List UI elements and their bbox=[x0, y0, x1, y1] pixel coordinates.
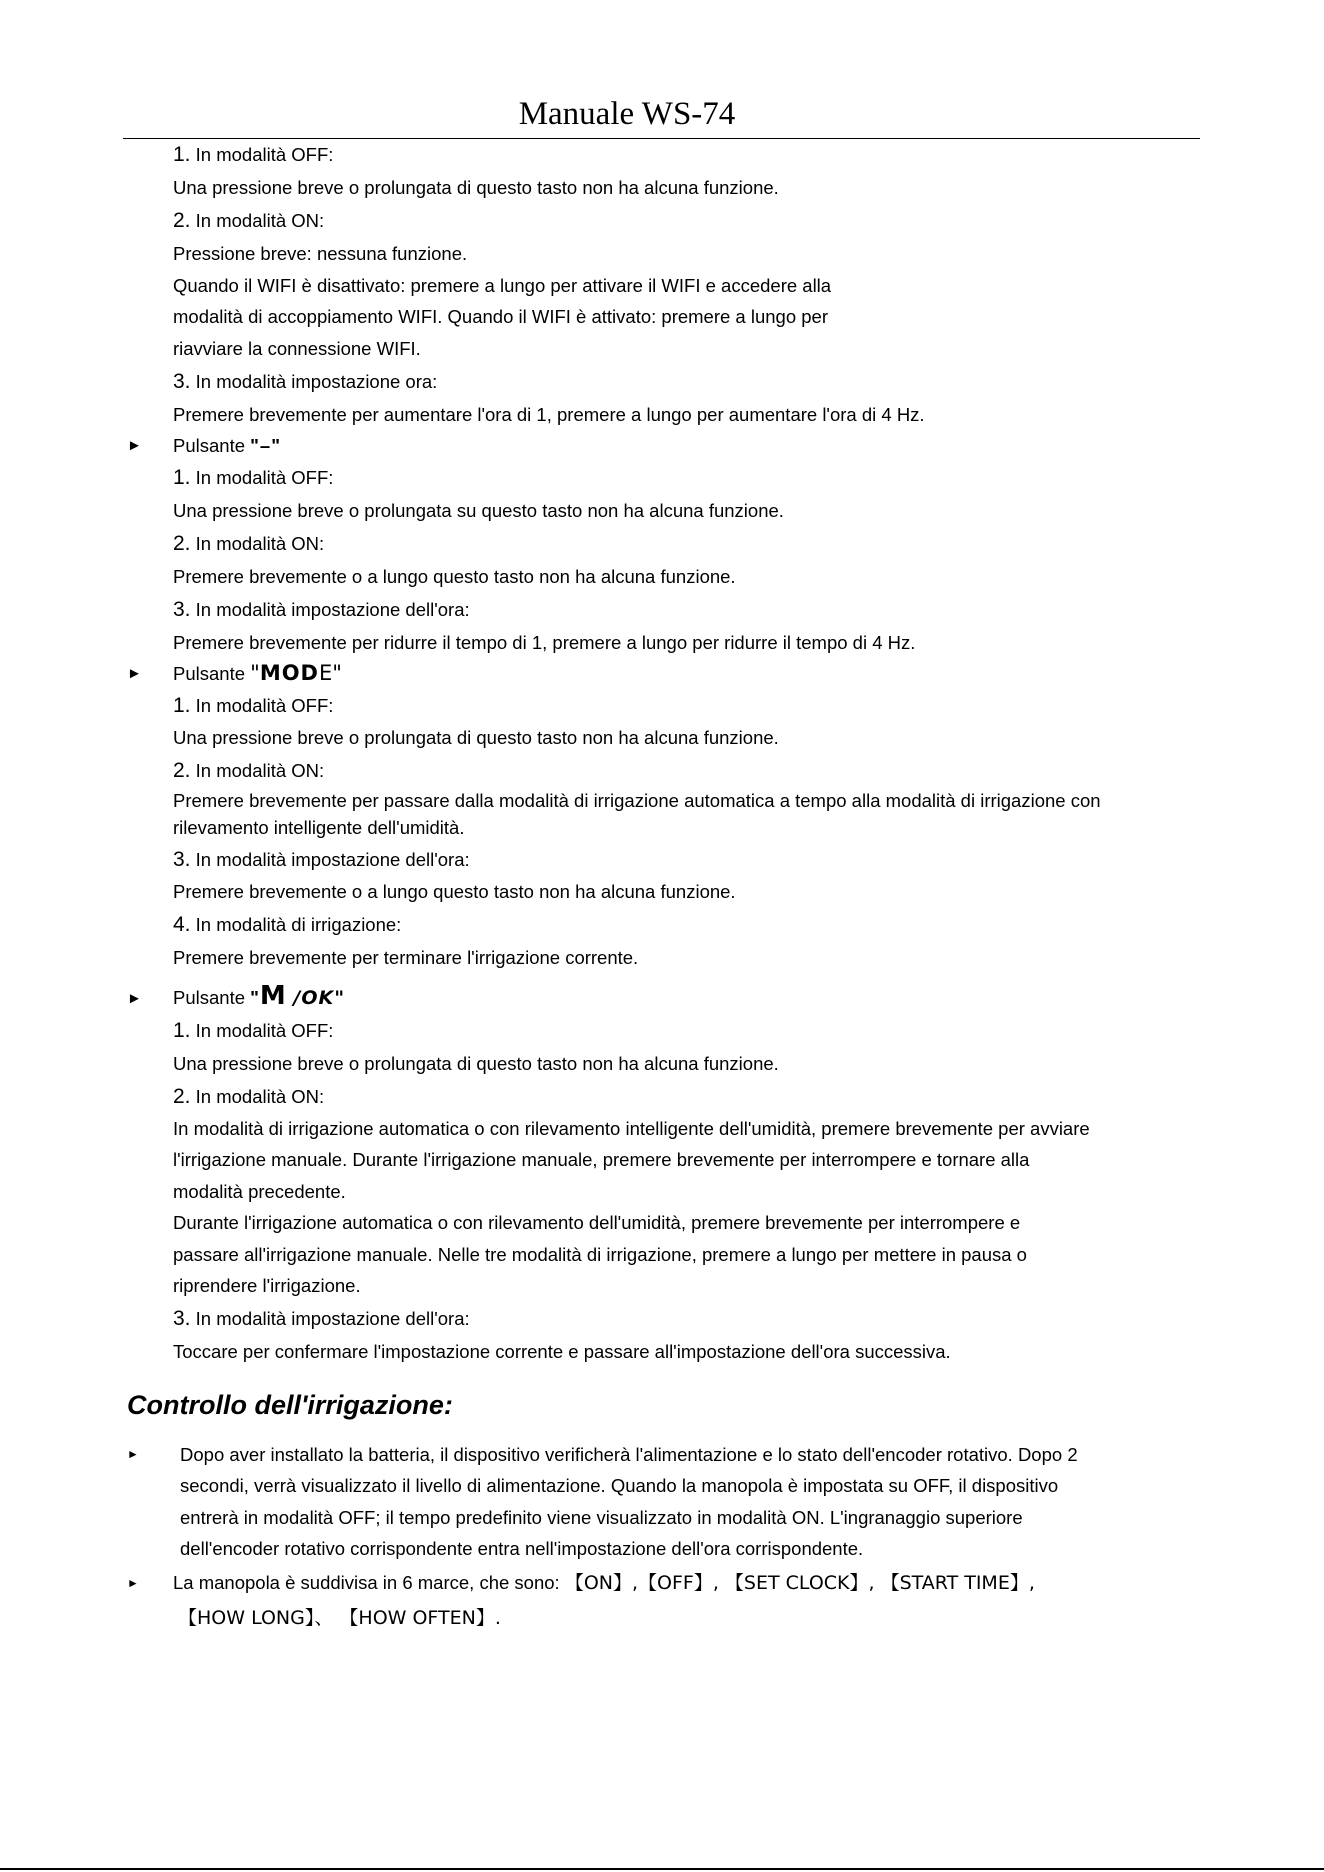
item-heading: 1. In modalità OFF: bbox=[173, 466, 334, 489]
paragraph-line: entrerà in modalità OFF; il tempo predefinito viene visualizzato in modalità ON. L'ingranaggio superiore bbox=[180, 1507, 1023, 1528]
item-text: Una pressione breve o prolungata di questo tasto non ha alcuna funzione. bbox=[173, 727, 779, 748]
paragraph-line: dell'encoder rotativo corrispondente entra nell'impostazione dell'ora corrispondente. bbox=[180, 1538, 864, 1559]
item-heading: 3. In modalità impostazione dell'ora: bbox=[173, 1307, 470, 1330]
item-heading: 3. In modalità impostazione dell'ora: bbox=[173, 848, 470, 871]
mok-button-heading: Pulsante "M /OK" bbox=[173, 981, 346, 1011]
knob-positions-line: La manopola è suddivisa in 6 marce, che sono: 【ON】,【OFF】, 【SET CLOCK】, 【START TIME】, bbox=[173, 1572, 1035, 1594]
bullet-arrow-icon: ► bbox=[127, 990, 142, 1007]
knob-positions: 【ON】,【OFF】, 【SET CLOCK】, 【START TIME】, bbox=[564, 1572, 1035, 1594]
item-text: In modalità di irrigazione automatica o con rilevamento intelligente dell'umidità, premere brevemente per avviare bbox=[173, 1118, 1090, 1139]
item-heading: 1. In modalità OFF: bbox=[173, 143, 334, 166]
item-text: Una pressione breve o prolungata di questo tasto non ha alcuna funzione. bbox=[173, 177, 779, 198]
mok-button-label: /OK" bbox=[285, 987, 346, 1009]
mode-button-heading: Pulsante "MODE" bbox=[173, 661, 342, 685]
item-text: Durante l'irrigazione automatica o con rilevamento dell'umidità, premere brevemente per interrompere e bbox=[173, 1212, 1021, 1233]
item-text: riavviare la connessione WIFI. bbox=[173, 338, 421, 359]
item-heading: 3. In modalità impostazione dell'ora: bbox=[173, 598, 470, 621]
mode-button-label: MOD bbox=[259, 661, 319, 685]
item-heading: 3. In modalità impostazione ora: bbox=[173, 370, 438, 393]
item-text: Quando il WIFI è disattivato: premere a lungo per attivare il WIFI e accedere alla bbox=[173, 275, 832, 296]
item-text: modalità di accoppiamento WIFI. Quando il WIFI è attivato: premere a lungo per bbox=[173, 306, 829, 327]
item-text: Premere brevemente per ridurre il tempo di 1, premere a lungo per ridurre il tempo di 4 Hz. bbox=[173, 632, 916, 653]
item-text: Toccare per confermare l'impostazione corrente e passare all'impostazione dell'ora successiva. bbox=[173, 1341, 951, 1362]
item-heading: 4. In modalità di irrigazione: bbox=[173, 913, 402, 936]
item-text: Premere brevemente per terminare l'irrigazione corrente. bbox=[173, 947, 639, 968]
item-text: riprendere l'irrigazione. bbox=[173, 1275, 361, 1296]
item-heading: 2. In modalità ON: bbox=[173, 759, 325, 782]
item-text: Premere brevemente per passare dalla modalità di irrigazione automatica a tempo alla modalità di irrigazione con bbox=[173, 790, 1101, 811]
item-heading: 2. In modalità ON: bbox=[173, 1085, 325, 1108]
item-text: l'irrigazione manuale. Durante l'irrigazione manuale, premere brevemente per interrompere e tornare alla bbox=[173, 1149, 1030, 1170]
item-text: passare all'irrigazione manuale. Nelle tre modalità di irrigazione, premere a lungo per mettere in pausa o bbox=[173, 1244, 1027, 1265]
item-heading: 1. In modalità OFF: bbox=[173, 694, 334, 717]
item-heading: 2. In modalità ON: bbox=[173, 532, 325, 555]
valve-icon: M bbox=[259, 981, 286, 1011]
item-heading: 1. In modalità OFF: bbox=[173, 1019, 334, 1042]
item-text: rilevamento intelligente dell'umidità. bbox=[173, 817, 465, 838]
bullet-arrow-icon: ► bbox=[127, 437, 142, 454]
bullet-arrow-icon: ► bbox=[127, 1576, 139, 1590]
knob-positions: 【HOW LONG】、 【HOW OFTEN】. bbox=[178, 1607, 501, 1629]
item-text: Una pressione breve o prolungata su questo tasto non ha alcuna funzione. bbox=[173, 500, 784, 521]
page-bottom-edge bbox=[0, 1868, 1324, 1870]
bullet-arrow-icon: ► bbox=[127, 1447, 139, 1461]
knob-positions-line bbox=[178, 1606, 501, 1630]
minus-button-label: "–" bbox=[250, 435, 281, 456]
item-text: Premere brevemente per aumentare l'ora di 1, premere a lungo per aumentare l'ora di 4 Hz. bbox=[173, 404, 925, 425]
minus-button-heading: Pulsante "–" bbox=[173, 435, 281, 456]
page-header-title: Manuale WS-74 bbox=[518, 96, 736, 132]
bullet-arrow-icon: ► bbox=[127, 665, 142, 682]
item-text: Premere brevemente o a lungo questo tasto non ha alcuna funzione. bbox=[173, 881, 736, 902]
paragraph-line: secondi, verrà visualizzato il livello di alimentazione. Quando la manopola è impostata su OFF, il dispositivo bbox=[180, 1475, 1059, 1496]
item-text: Una pressione breve o prolungata di questo tasto non ha alcuna funzione. bbox=[173, 1053, 779, 1074]
section-heading: Controllo dell'irrigazione: bbox=[127, 1390, 453, 1420]
item-text: Premere brevemente o a lungo questo tasto non ha alcuna funzione. bbox=[173, 566, 736, 587]
item-heading: 2. In modalità ON: bbox=[173, 209, 325, 232]
paragraph-line: Dopo aver installato la batteria, il dispositivo verificherà l'alimentazione e lo stato dell'encoder rotativo. Dopo 2 bbox=[180, 1444, 1078, 1465]
item-text: Pressione breve: nessuna funzione. bbox=[173, 243, 468, 264]
item-text: modalità precedente. bbox=[173, 1181, 346, 1202]
